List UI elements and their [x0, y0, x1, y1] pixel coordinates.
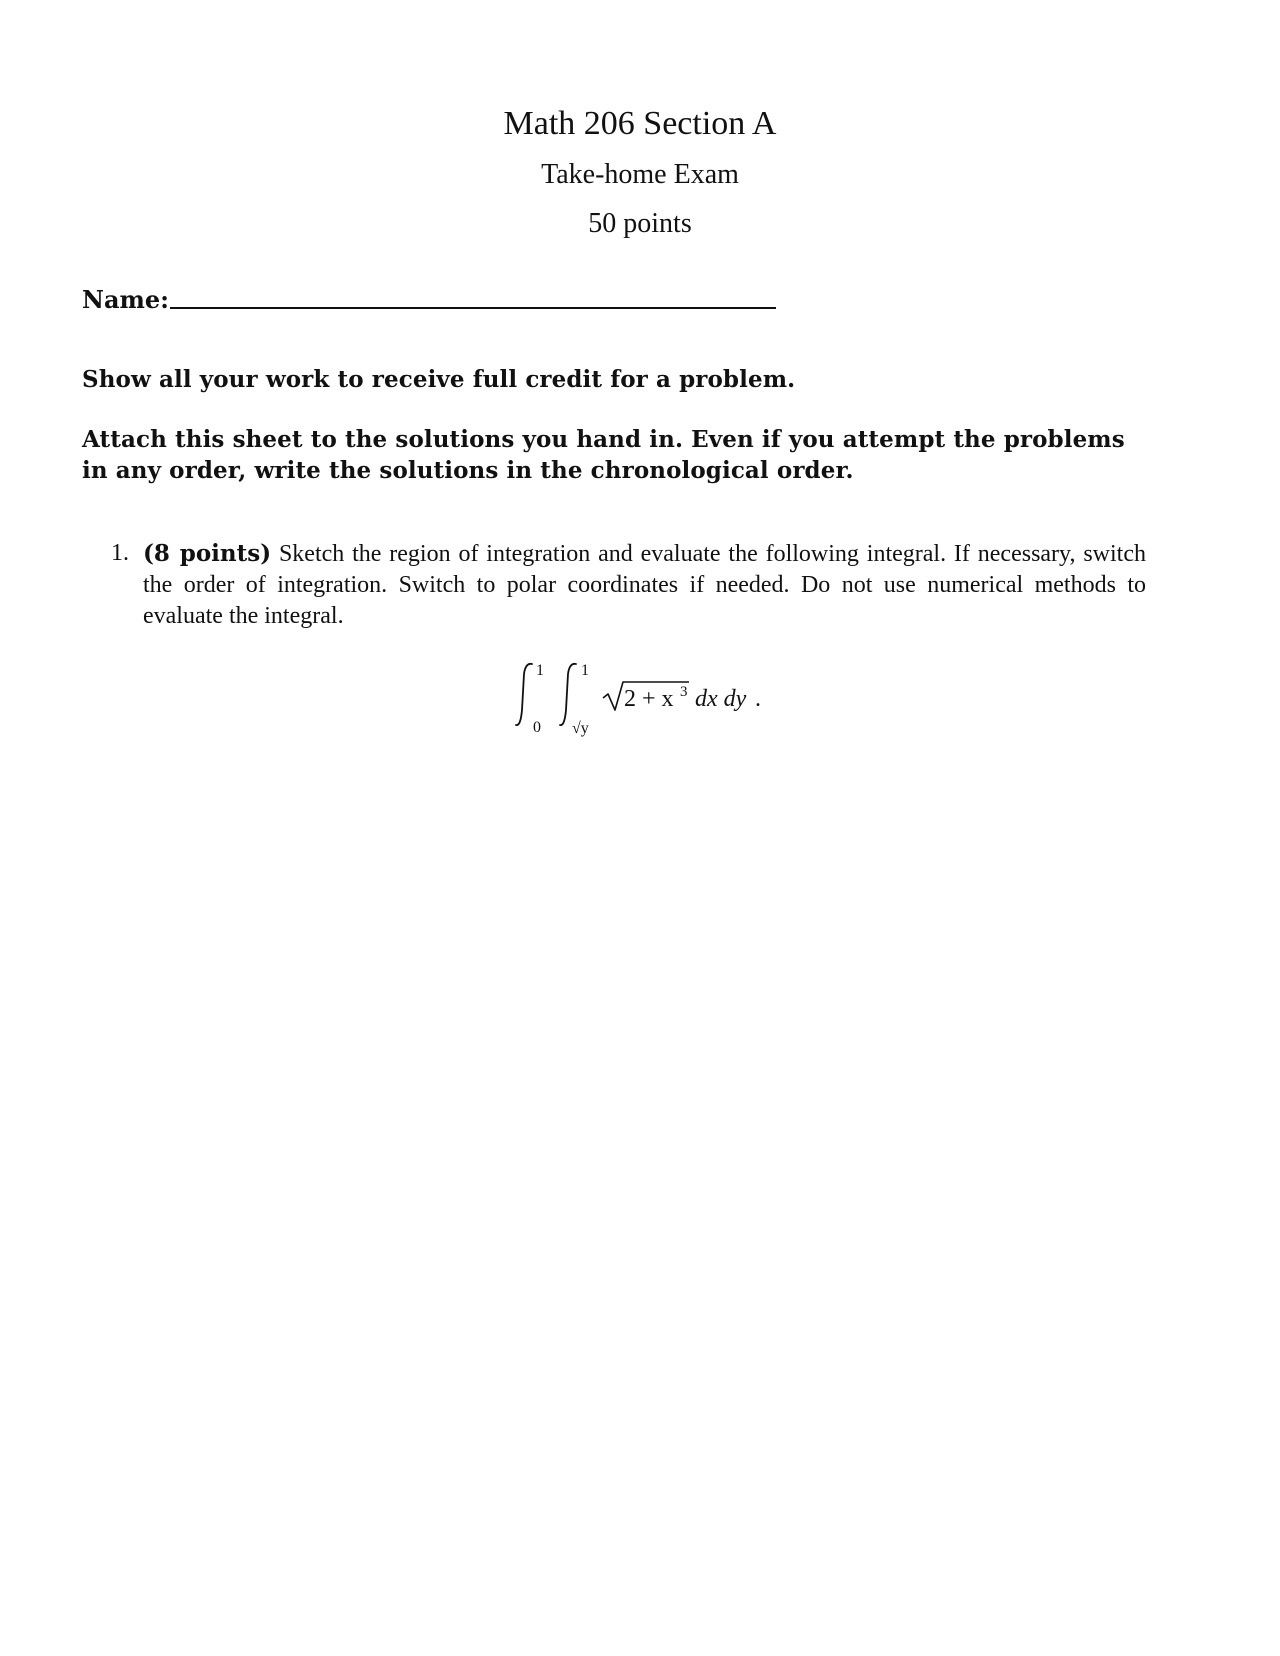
inner-upper-limit: 1: [581, 662, 589, 679]
formula-terminator: .: [755, 686, 761, 712]
exponent: 3: [680, 684, 688, 700]
inner-lower-limit: √y: [572, 720, 589, 737]
total-points: 50 points: [588, 208, 692, 239]
exam-type: Take-home Exam: [541, 159, 739, 190]
outer-upper-limit: 1: [536, 662, 544, 679]
instruction-show-work: Show all your work to receive full credit for a problem.: [82, 366, 796, 393]
instruction-attach-sheet: Attach this sheet to the solutions you hand in. Even if you attempt the problems in any order, write the solutions in the chronological order.: [82, 426, 1125, 484]
problem-1: [111, 538, 1146, 632]
differentials: dx dy: [695, 686, 747, 712]
name-row: [82, 285, 782, 325]
inner-integral-sign: [560, 664, 576, 725]
integral-svg: [515, 660, 795, 737]
name-label: Name:: [82, 285, 170, 314]
name-blank-line: [170, 307, 776, 309]
integral-formula: [515, 660, 795, 737]
radicand: 2 + x: [624, 686, 674, 712]
problem-points: (8 points): [143, 540, 272, 567]
problem-body: Sketch the region of integration and evaluate the following integral. If necessary, switch the order of integration. Switch to polar coordinates if needed. Do not use numerical methods to evaluate the integral.: [143, 541, 1147, 629]
outer-lower-limit: 0: [533, 719, 541, 736]
course-title: Math 206 Section A: [503, 105, 777, 142]
problem-statement: [143, 538, 1146, 632]
problem-number: 1.: [111, 540, 129, 566]
outer-integral-sign: [516, 664, 532, 725]
